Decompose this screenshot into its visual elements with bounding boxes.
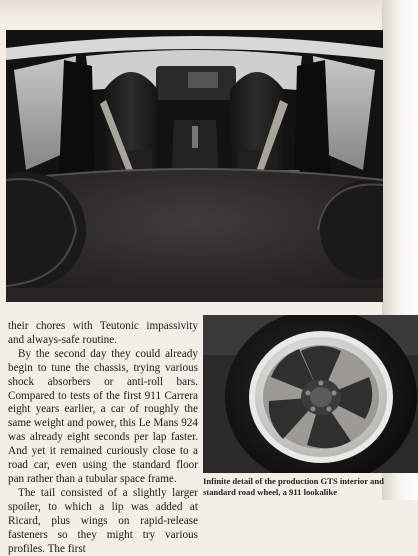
page-top-shade	[0, 0, 418, 22]
interior-photo	[6, 30, 383, 302]
article-body	[8, 320, 198, 556]
wheel-photo	[203, 315, 418, 473]
figure-caption: Infinite detail of the production GTS interior and standard road wheel, a 911 lookalike	[203, 476, 384, 497]
paragraph: The tail consisted of a slightly larger spoiler, to which a lip was added at Ricard, plus wings on rapid-release fasteners so they might try various profiles. The first	[8, 486, 198, 555]
paragraph: their chores with Teutonic impassivity and always-safe routine.	[8, 320, 198, 346]
paragraph: By the second day they could already begin to tune the chassis, trying various shock absorbers or anti-roll bars. Compared to tests of the first 911 Carrera eight years earlier, a car of roughly the same weight and power, this Le Mans 924 was already eight seconds per lap faster. And yet it remained curiously close to a road car, even using the standard floor pan rather than a tubular space frame.	[8, 347, 198, 485]
